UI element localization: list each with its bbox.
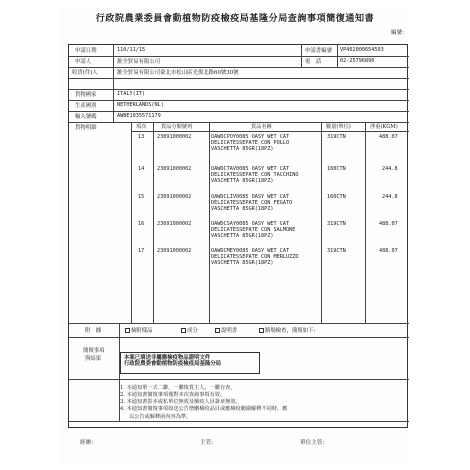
attachment-option[interactable]: 說明書 bbox=[215, 328, 237, 334]
goods-column-divider bbox=[321, 122, 322, 323]
goods-description: OAWDCPOY0085 OASY WET CAT DELICATESSEPATE CON POLLO VASCHETTA 85GR(18PZ) bbox=[211, 134, 290, 152]
checkbox-icon[interactable] bbox=[259, 328, 264, 333]
phone-label: 電 話 bbox=[305, 59, 322, 65]
field-divider bbox=[301, 45, 302, 67]
row-divider bbox=[69, 122, 409, 123]
row-divider bbox=[69, 111, 409, 112]
checkbox-icon[interactable] bbox=[125, 328, 130, 333]
note-item: 2. 本通知書簡復事項僅對本次查詢事項有效。 bbox=[120, 392, 226, 399]
row-divider bbox=[69, 337, 409, 338]
apply-no-label: 申請書編號 bbox=[305, 48, 332, 54]
goods-column-divider bbox=[153, 122, 154, 323]
goods-weight: 488.07 bbox=[379, 221, 398, 227]
goods-qty: 319CTN bbox=[327, 221, 346, 227]
official-stamp bbox=[120, 352, 260, 374]
row-divider bbox=[69, 56, 409, 57]
goods-qty: 160CTN bbox=[327, 194, 346, 200]
receiver-value: 滙全貿易有限公司臺北市松山區光復北路60號30號 bbox=[117, 70, 239, 76]
row-divider bbox=[69, 100, 409, 101]
supervisor-signature-label: 主管: bbox=[200, 440, 214, 446]
note-item: 3. 本通知書影本或私單位無效及檢疫人員簽章無效。 bbox=[120, 399, 241, 406]
checkbox-icon[interactable] bbox=[215, 328, 220, 333]
row-divider bbox=[69, 89, 409, 90]
notes-list bbox=[120, 386, 390, 422]
handler-signature-label: 經辦: bbox=[80, 440, 94, 446]
production-value: NETHERLANDS(NL) bbox=[117, 102, 164, 108]
attachment-option[interactable]: 檢附樣品 bbox=[125, 328, 153, 334]
goods-weight: 244.8 bbox=[382, 194, 398, 200]
applicant-value: 滙全貿易有限公司 bbox=[117, 59, 161, 65]
attachment-option[interactable]: 成分 bbox=[181, 328, 198, 334]
origin-label: 貨物國家 bbox=[75, 92, 97, 98]
goods-qty: 319CTN bbox=[327, 134, 346, 140]
goods-header-weight: 淨重(KGM) bbox=[370, 124, 398, 130]
origin-value: ITALY(IT) bbox=[117, 91, 146, 97]
label-column-divider bbox=[119, 323, 120, 337]
goods-column-divider bbox=[209, 122, 210, 323]
reply-label-line2: 與結果 bbox=[85, 356, 102, 362]
goods-description: OAWDCLIV0085 OASY WET CAT DELICATESSEPATE CON FEGATO VASCHETTA 85GR(18PZ) bbox=[211, 194, 293, 212]
label-column-divider bbox=[113, 45, 114, 122]
goods-weight: 488.07 bbox=[379, 248, 398, 254]
row-divider bbox=[69, 78, 409, 79]
field-divider bbox=[337, 45, 338, 67]
goods-qty: 160CTN bbox=[327, 166, 346, 172]
apply-date-value: 110/11/15 bbox=[117, 47, 146, 53]
row-divider bbox=[69, 323, 409, 324]
goods-seq: 16 bbox=[138, 221, 145, 227]
goods-weight: 488.07 bbox=[379, 134, 398, 140]
stamp-text-line1: 本案已填送非屬應檢疫物品證明文件 bbox=[124, 355, 211, 361]
goods-header-code: 貨品分類號列 bbox=[161, 124, 193, 130]
row-divider bbox=[69, 67, 409, 68]
apply-no-value: VP402000654503 bbox=[340, 47, 384, 53]
approver-signature-label: 單位主管: bbox=[300, 440, 325, 446]
serial-number-label: 編號: bbox=[390, 30, 404, 36]
attachments-label: 附 據 bbox=[85, 328, 102, 334]
goods-weight: 244.8 bbox=[382, 166, 398, 172]
goods-description: OAWDCSAY0085 OASY WET CAT DELICATESSEPATE CON SALMONE VASCHETTA 85GR(18PZ) bbox=[211, 221, 296, 239]
phone-value: 02-25796890 bbox=[340, 58, 375, 64]
document-title: 行政院農業委員會動植物防疫檢疫局基隆分局查詢事項簡復通知書 bbox=[95, 14, 375, 24]
bl-label: 輸入號碼 bbox=[75, 114, 97, 120]
checkbox-icon[interactable] bbox=[181, 328, 186, 333]
goods-column-divider bbox=[131, 122, 132, 323]
note-item: 4. 本通知書簡復事項如送公告增刪檢疫品目或應檢疫範圍解釋不同時，應 bbox=[120, 406, 288, 413]
bl-value: AWBE1035571179 bbox=[117, 113, 161, 119]
goods-header-qty: 數量(單位) bbox=[326, 124, 351, 130]
goods-code: 23091000002 bbox=[157, 248, 192, 254]
goods-code: 23091000002 bbox=[157, 134, 192, 140]
goods-seq: 17 bbox=[138, 248, 145, 254]
goods-header-seq: 項次 bbox=[136, 124, 147, 130]
applicant-label: 申請人 bbox=[75, 59, 92, 65]
receiver-label: 收貨(件)人 bbox=[72, 70, 98, 76]
goods-column-divider bbox=[365, 122, 366, 323]
goods-code: 23091000002 bbox=[157, 166, 192, 172]
goods-header-desc: 貨品名稱 bbox=[251, 124, 272, 130]
goods-description: OAWDCTAV0085 OASY WET CAT DELICATESSEPATE CON TACCHINO VASCHETTA 85GR(18PZ) bbox=[211, 166, 299, 184]
attachment-option[interactable]: 路場檢查，簡復如下: bbox=[259, 328, 315, 334]
goods-code: 23091000002 bbox=[157, 221, 192, 227]
stamp-text-line2: 行政院農委會動植物防疫檢疫局基隆分局 bbox=[124, 361, 222, 368]
note-item: 以公告或解釋函內容為準。 bbox=[129, 413, 192, 420]
notice-document bbox=[60, 8, 410, 464]
row-divider bbox=[69, 379, 409, 380]
goods-seq: 14 bbox=[138, 166, 145, 172]
goods-header-divider bbox=[131, 131, 409, 132]
note-item: 1. 本通知單一式二聯，一聯復貨主人，一聯存查。 bbox=[120, 385, 236, 391]
goods-seq: 13 bbox=[138, 134, 145, 140]
production-label: 生產國別 bbox=[75, 103, 97, 109]
goods-code: 23091000002 bbox=[157, 194, 192, 200]
goods-label: 貨物明細 bbox=[75, 125, 97, 131]
goods-qty: 319CTN bbox=[327, 248, 346, 254]
apply-date-label: 申請日期 bbox=[75, 48, 97, 54]
goods-description: OAWDCMEY0085 OASY WET CAT DELICATESSEPATE CON MERLUZZO VASCHETTA 85GR(18PZ) bbox=[211, 248, 299, 266]
goods-seq: 15 bbox=[138, 194, 145, 200]
reply-label-line1: 簡復事項 bbox=[83, 348, 105, 354]
